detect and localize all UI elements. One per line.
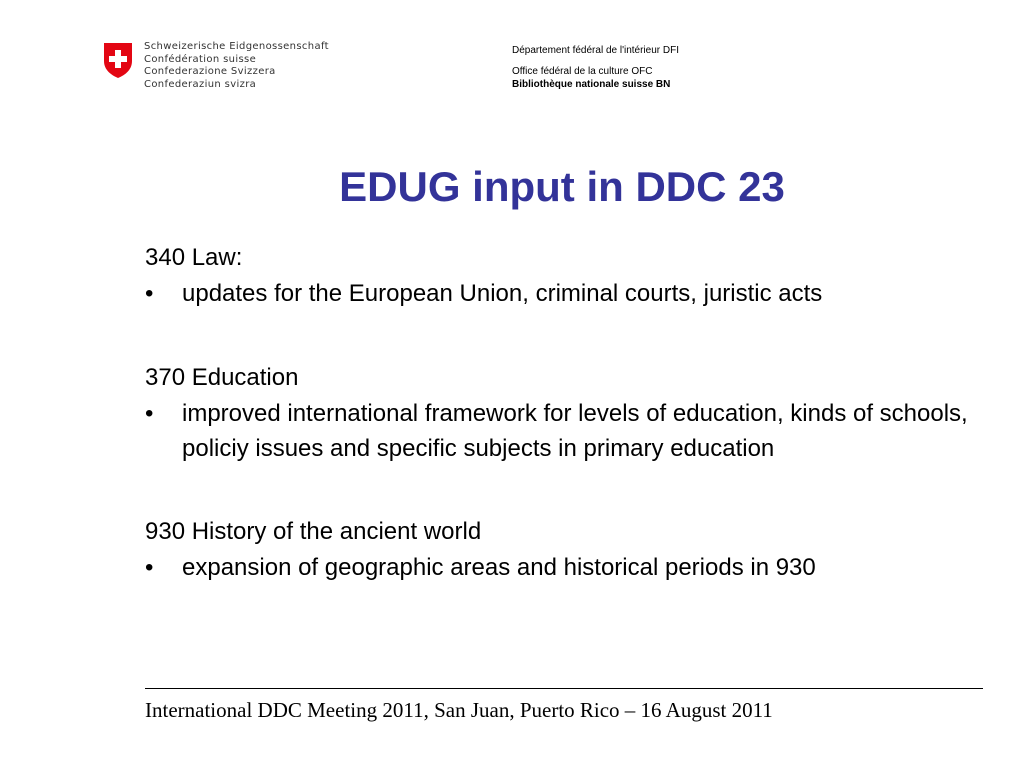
section-heading: 370 Education bbox=[145, 364, 299, 391]
bullet-item bbox=[145, 550, 1005, 586]
bullet-mark: • bbox=[145, 400, 154, 427]
section-education bbox=[145, 360, 1005, 466]
confederation-name-it: Confederazione Svizzera bbox=[144, 66, 276, 77]
bullet-mark: • bbox=[145, 554, 154, 581]
section-heading: 930 History of the ancient world bbox=[145, 518, 482, 545]
confederation-name-rm: Confederaziun svizra bbox=[144, 78, 257, 90]
bullet-item bbox=[145, 396, 1005, 466]
confederation-names bbox=[144, 41, 329, 91]
confederation-logo bbox=[102, 41, 329, 91]
footer-text: International DDC Meeting 2011, San Juan, Puerto Rico – 16 August 2011 bbox=[145, 698, 773, 722]
department-info bbox=[512, 44, 679, 91]
department-name: Département fédéral de l'intérieur DFI bbox=[512, 45, 679, 56]
bullet-text: updates for the European Union, criminal courts, juristic acts bbox=[182, 280, 823, 307]
section-heading: 340 Law: bbox=[145, 244, 243, 271]
slide-content bbox=[145, 240, 1005, 586]
footer-divider bbox=[145, 688, 983, 689]
confederation-name-fr: Confédération suisse bbox=[144, 53, 257, 65]
bullet-mark: • bbox=[145, 280, 154, 307]
bullet-text: improved international framework for levels of education, kinds of schools, policiy issues and specific subjects in primary education bbox=[182, 400, 968, 462]
library-name: Bibliothèque nationale suisse BN bbox=[512, 79, 671, 90]
office-name: Office fédéral de la culture OFC bbox=[512, 66, 653, 77]
swiss-shield-icon bbox=[102, 41, 134, 79]
bullet-text: expansion of geographic areas and historical periods in 930 bbox=[182, 554, 816, 581]
section-law bbox=[145, 240, 1005, 312]
confederation-name-de: Schweizerische Eidgenossenschaft bbox=[144, 41, 329, 52]
slide-title: EDUG input in DDC 23 bbox=[339, 163, 785, 210]
bullet-item bbox=[145, 276, 1005, 312]
section-ancient-history bbox=[145, 514, 1005, 586]
